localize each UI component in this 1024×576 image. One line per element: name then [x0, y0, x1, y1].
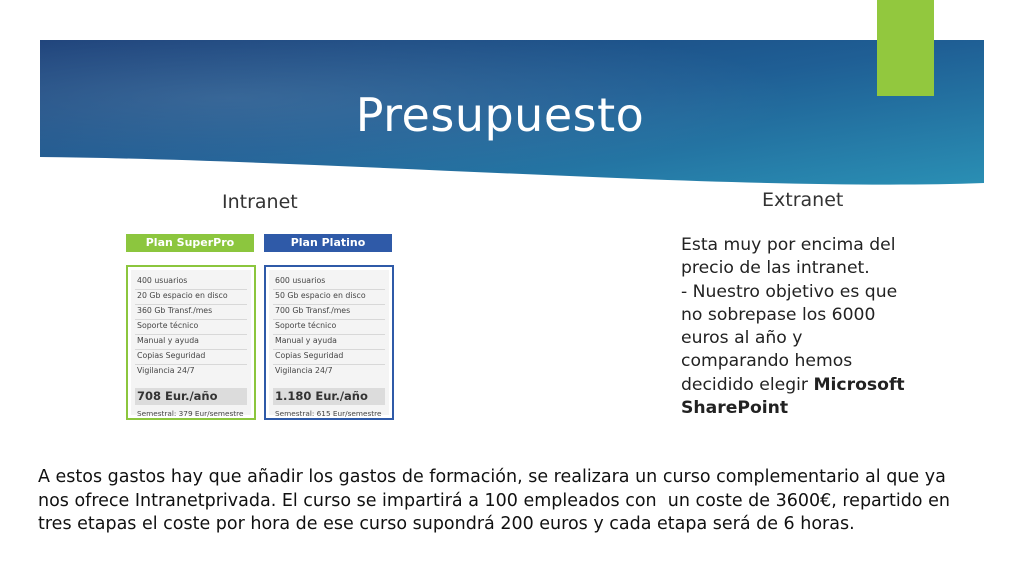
plan-features-box [126, 265, 256, 420]
text-line [681, 397, 931, 420]
product-name-part: SharePoint [681, 398, 789, 419]
plan-feature: Manual y ayuda [137, 336, 199, 345]
divider [273, 349, 385, 350]
divider [135, 304, 247, 305]
plan-feature: 50 Gb espacio en disco [275, 291, 366, 300]
plan-feature: Vigilancia 24/7 [137, 366, 195, 375]
text-segment: decidido elegir [681, 374, 814, 395]
plan-feature: Soporte técnico [137, 321, 199, 330]
plan-feature: Copias Seguridad [137, 351, 206, 360]
plan-feature: Manual y ayuda [275, 336, 337, 345]
text-line: Esta muy por encima del [681, 235, 896, 255]
plan-semestral-price: Semestral: 615 Eur/semestre [275, 409, 382, 418]
accent-bar [877, 0, 934, 96]
extranet-description [681, 234, 931, 420]
divider [135, 334, 247, 335]
plan-card-platino [264, 234, 392, 418]
plan-feature: 20 Gb espacio en disco [137, 291, 228, 300]
plan-feature: 360 Gb Transf./mes [137, 306, 213, 315]
text-line [681, 374, 931, 397]
divider [273, 364, 385, 365]
paragraph-line: tres etapas el coste por hora de ese curso supondrá 200 euros y cada etapa será de 6 horas. [38, 514, 855, 534]
plan-feature: 400 usuarios [137, 276, 188, 285]
plan-price: 708 Eur./año [137, 389, 218, 403]
plan-semestral-price: Semestral: 379 Eur/semestre [137, 409, 244, 418]
intranet-label: Intranet [222, 191, 298, 213]
plan-feature: Vigilancia 24/7 [275, 366, 333, 375]
training-costs-paragraph [38, 466, 1006, 537]
extranet-label: Extranet [762, 189, 844, 211]
text-line: no sobrepase los 6000 [681, 304, 876, 325]
product-name-part: Microsoft [813, 374, 905, 395]
plan-name: Plan SuperPro [126, 234, 254, 252]
paragraph-line: A estos gastos hay que añadir los gastos de formación, se realizara un curso complementario al que ya [38, 467, 946, 487]
plan-feature: 600 usuarios [275, 276, 326, 285]
divider [135, 289, 247, 290]
plan-price: 1.180 Eur./año [275, 389, 368, 403]
divider [273, 334, 385, 335]
divider [135, 364, 247, 365]
plan-feature: 700 Gb Transf./mes [275, 306, 351, 315]
divider [273, 289, 385, 290]
text-line: euros al año y [681, 328, 803, 349]
divider [273, 319, 385, 320]
plan-features-box [264, 265, 394, 420]
plan-card-superpro [126, 234, 254, 418]
divider [273, 304, 385, 305]
page-title: Presupuesto [355, 88, 645, 142]
text-line: comparando hemos [681, 351, 853, 372]
plan-feature: Copias Seguridad [275, 351, 344, 360]
plan-name: Plan Platino [264, 234, 392, 252]
divider [135, 319, 247, 320]
plan-feature: Soporte técnico [275, 321, 337, 330]
divider [135, 349, 247, 350]
text-line: - Nuestro objetivo es que [681, 281, 898, 302]
paragraph-line: nos ofrece Intranetprivada. El curso se impartirá a 100 empleados con un coste de 3600€, repartido en [38, 490, 950, 511]
text-line: precio de las intranet. [681, 258, 870, 279]
